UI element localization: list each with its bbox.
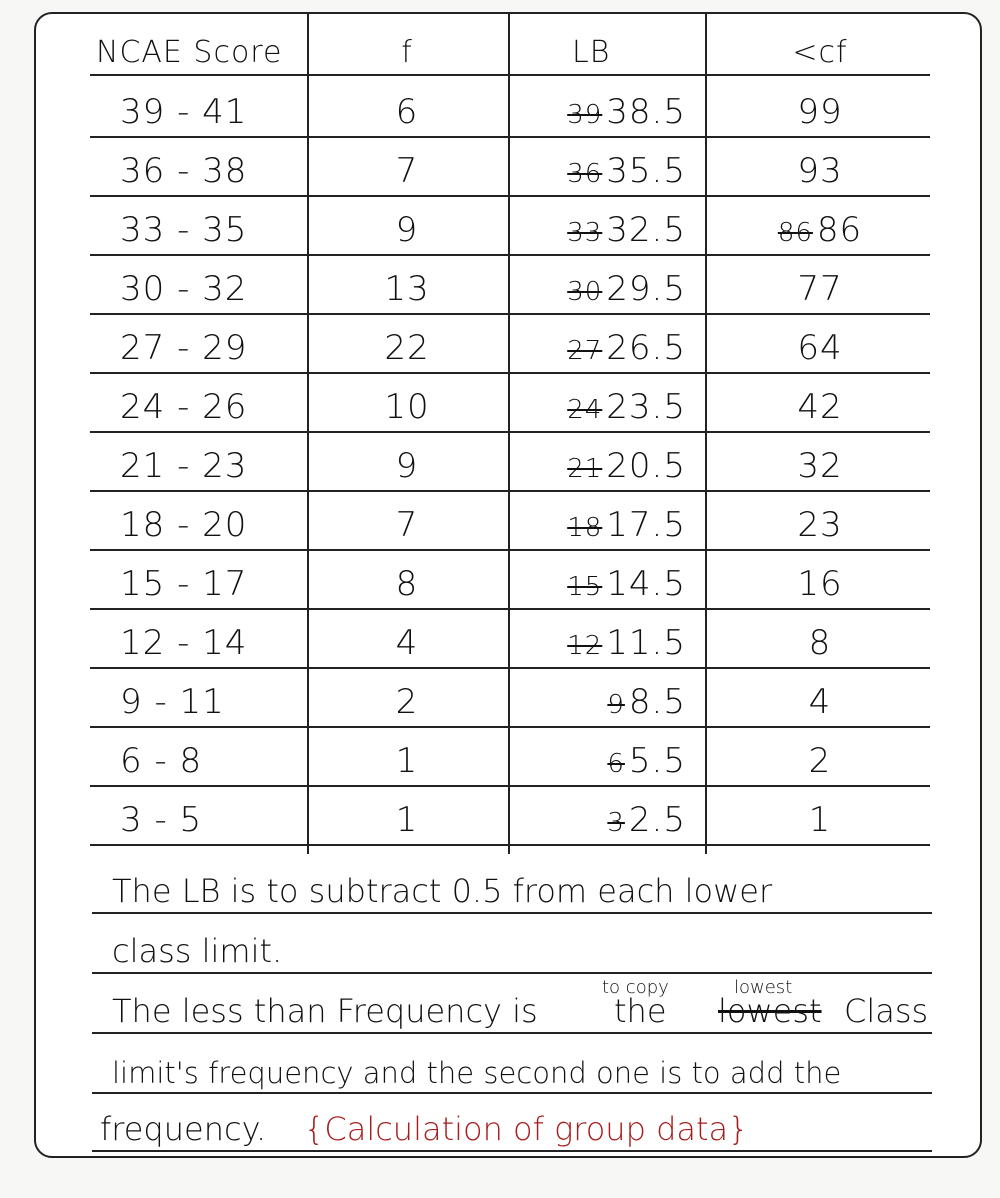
crossed-value: 39 xyxy=(567,100,603,130)
above-annotation: lowest xyxy=(734,977,793,998)
header-ncae-score: NCAE Score xyxy=(96,35,283,70)
lb-cell: 9 8.5 xyxy=(607,682,686,722)
lb-cell: 18 17.5 xyxy=(567,505,686,545)
table-row xyxy=(90,255,930,315)
crossed-value: 12 xyxy=(567,631,603,661)
lb-cell: 6 5.5 xyxy=(607,741,686,781)
cf-cell: 1 xyxy=(808,800,832,840)
table-row xyxy=(90,786,930,846)
lb-cell: 39 38.5 xyxy=(567,92,686,132)
header-lb: LB xyxy=(572,35,611,70)
cf-cell: 93 xyxy=(797,151,843,191)
f-cell: 9 xyxy=(395,210,419,250)
crossed-value: 9 xyxy=(607,690,625,720)
crossed-value: 27 xyxy=(567,336,603,366)
cf-cell: 32 xyxy=(797,446,843,486)
header-cf: <cf xyxy=(792,35,848,70)
f-cell: 6 xyxy=(395,92,419,132)
crossed-value: 18 xyxy=(567,513,603,543)
cf-cell: 64 xyxy=(797,328,843,368)
score-cell: 12 - 14 xyxy=(120,623,248,663)
crossed-value: 21 xyxy=(567,454,603,484)
f-cell: 9 xyxy=(395,446,419,486)
lb-cell: 12 11.5 xyxy=(567,623,686,663)
header-f: f xyxy=(401,35,413,70)
lb-cell: 21 20.5 xyxy=(567,446,686,486)
f-cell: 4 xyxy=(395,623,419,663)
red-annotation: {Calculation of group data} xyxy=(304,1110,749,1148)
insert-annotation: to copy xyxy=(602,977,669,998)
cf-cell: 99 xyxy=(797,92,843,132)
table-row xyxy=(90,668,930,728)
crossed-value: 30 xyxy=(567,277,603,307)
lb-cell: 3 2.5 xyxy=(607,800,686,840)
note-line-3: The less than Frequency is to copy the lowest lowest Class xyxy=(92,972,932,1034)
f-cell: 7 xyxy=(395,151,419,191)
table-header-row xyxy=(90,16,930,76)
crossed-value: 15 xyxy=(567,572,603,602)
table-row xyxy=(90,491,930,551)
score-cell: 18 - 20 xyxy=(120,505,248,545)
score-cell: 27 - 29 xyxy=(120,328,248,368)
score-cell: 3 - 5 xyxy=(120,800,203,840)
lb-cell: 27 26.5 xyxy=(567,328,686,368)
cf-cell: 23 xyxy=(797,505,843,545)
score-cell: 9 - 11 xyxy=(120,682,225,722)
score-cell: 39 - 41 xyxy=(120,92,248,132)
crossed-value: 6 xyxy=(607,749,625,779)
f-cell: 1 xyxy=(395,800,419,840)
f-cell: 7 xyxy=(395,505,419,545)
f-cell: 8 xyxy=(395,564,419,604)
table-row xyxy=(90,727,930,787)
f-cell: 13 xyxy=(384,269,430,309)
table-row xyxy=(90,137,930,197)
score-cell: 15 - 17 xyxy=(120,564,248,604)
note-line-5: frequency. {Calculation of group data} xyxy=(92,1090,932,1152)
score-cell: 30 - 32 xyxy=(120,269,248,309)
score-cell: 6 - 8 xyxy=(120,741,203,781)
f-cell: 1 xyxy=(395,741,419,781)
lb-cell: 15 14.5 xyxy=(567,564,686,604)
crossed-value: 3 xyxy=(607,808,625,838)
note-line-2: class limit. xyxy=(92,912,932,974)
note-line-4: limit's frequency and the second one is to add the xyxy=(92,1032,932,1094)
lb-cell: 33 32.5 xyxy=(567,210,686,250)
f-cell: 10 xyxy=(384,387,430,427)
note-line-1: The LB is to subtract 0.5 from each lower xyxy=(92,852,932,914)
score-cell: 33 - 35 xyxy=(120,210,248,250)
table-row xyxy=(90,432,930,492)
cf-cell: 4 xyxy=(808,682,832,722)
lb-cell: 30 29.5 xyxy=(567,269,686,309)
crossed-value: 24 xyxy=(567,395,603,425)
cf-cell: 86 86 xyxy=(777,210,863,250)
crossed-word: lowest xyxy=(718,992,822,1030)
f-cell: 2 xyxy=(395,682,419,722)
f-cell: 22 xyxy=(384,328,430,368)
score-cell: 24 - 26 xyxy=(120,387,248,427)
table-row xyxy=(90,609,930,669)
table-row xyxy=(90,373,930,433)
crossed-value: 36 xyxy=(567,159,603,189)
crossed-value: 33 xyxy=(567,218,603,248)
cf-cell: 8 xyxy=(808,623,832,663)
cf-cell: 77 xyxy=(797,269,843,309)
lb-cell: 24 23.5 xyxy=(567,387,686,427)
lb-cell: 36 35.5 xyxy=(567,151,686,191)
table-row xyxy=(90,196,930,256)
cf-cell: 2 xyxy=(808,741,832,781)
table-row xyxy=(90,550,930,610)
cf-cell: 42 xyxy=(797,387,843,427)
cf-cell: 16 xyxy=(797,564,843,604)
table-row xyxy=(90,314,930,374)
score-cell: 21 - 23 xyxy=(120,446,248,486)
table-row xyxy=(90,78,930,138)
score-cell: 36 - 38 xyxy=(120,151,248,191)
crossed-value: 86 xyxy=(777,218,813,248)
